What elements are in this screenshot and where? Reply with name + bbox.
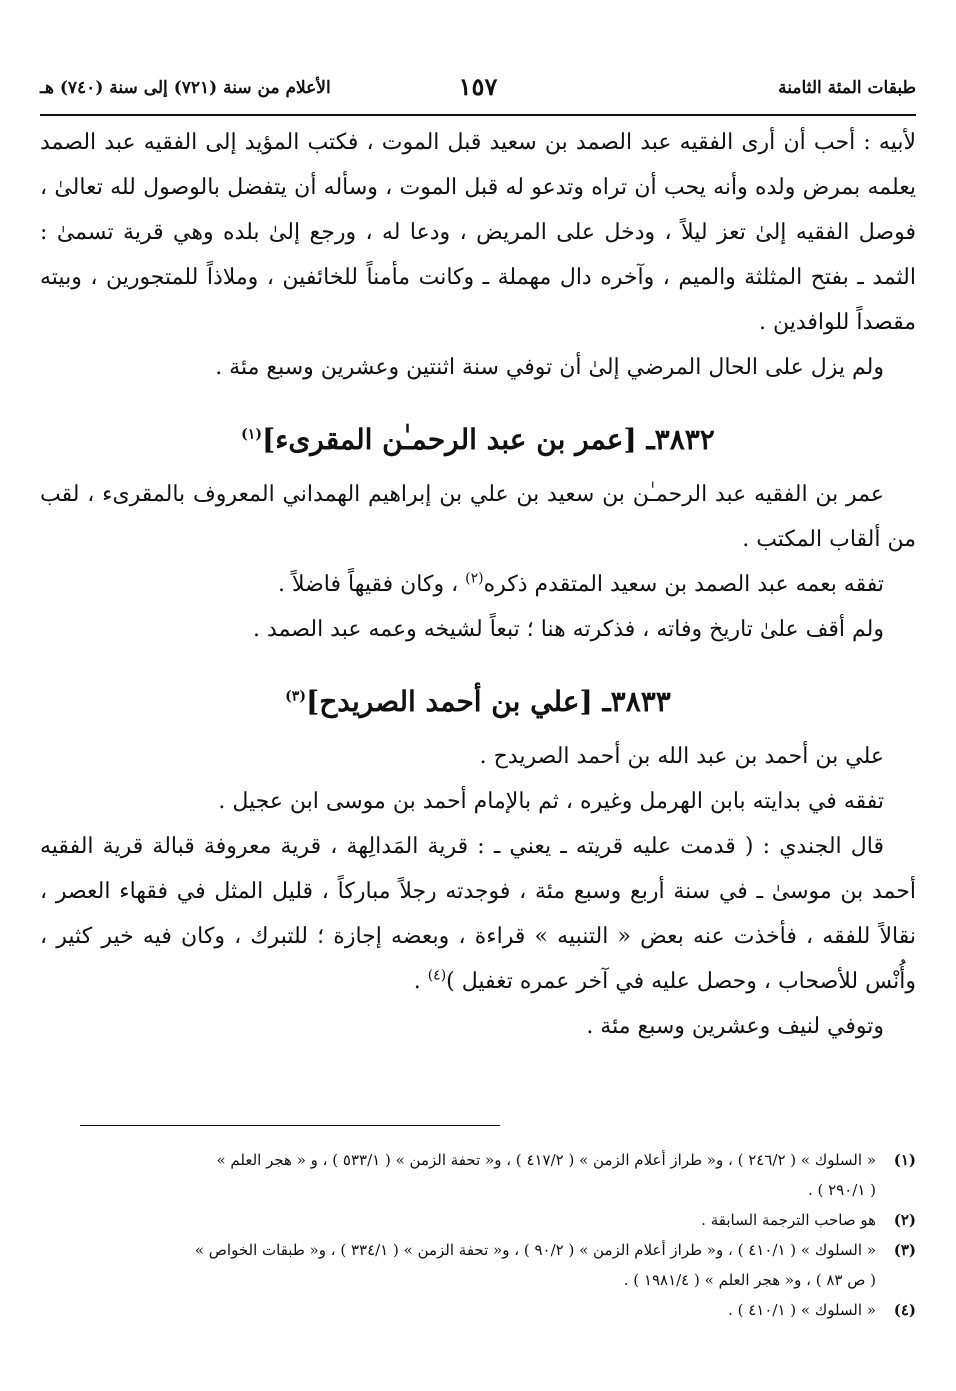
header-date-range: الأعلام من سنة (٧٢١) إلى سنة (٧٤٠) هـ	[40, 78, 331, 98]
entry-3833-paragraph-2: تفقه في بدايته بابن الهرمل وغيره ، ثم بالإمام أحمد بن موسى ابن عجيل .	[218, 789, 884, 814]
footnote-ref-3: (٣)	[285, 688, 306, 705]
entry-3832-paragraph-1: عمر بن الفقيه عبد الرحمـٰن بن سعيد بن علي بن إبراهيم الهمداني المعروف بالمقرىء ، لقب من ألقاب المكتب .	[40, 482, 916, 552]
footnote-continuation: ( ٢٩٠/١ ) .	[807, 1181, 876, 1199]
footnote-ref-1: (١)	[241, 426, 262, 443]
entry-3833-paragraph-3	[40, 824, 916, 1004]
main-text	[40, 120, 916, 1049]
footnote-number: (٣)	[893, 1241, 916, 1259]
footnote-text: « السلوك » ( ٢٤٦/٢ ) ، و« طراز أعلام الزمن » ( ٤١٧/٢ ) ، و« تحفة الزمن » ( ٥٣٣/١ ) ، و « هجر العلم »	[216, 1151, 876, 1169]
footnotes	[40, 1145, 916, 1325]
footnote-1	[40, 1145, 916, 1175]
text-segment: قال الجندي : ( قدمت عليه قريته ـ يعني ـ : قرية المَدالِهة ، قرية معروفة قبالة قرية الفقيه أحمد بن موسىٰ ـ في سنة أربع وسبع مئة ، فوجدته رجلاً مباركاً ، قليل المثل في فقهاء العصر ، نقالاً للفقه ، فأخذت عنه بعض « التنبيه » قراءة ، وبعضه إجازة ؛ للتبرك ، وكان فيه خير كثير ، وأُنْس للأصحاب ، وحصل عليه في آخر عمره تغفيل )	[40, 834, 916, 994]
entry-3833-paragraph-1: علي بن أحمد بن عبد الله بن أحمد الصريدح .	[479, 744, 884, 769]
entry-3832-paragraph-2	[40, 562, 916, 607]
footnote-text: « السلوك » ( ٤١٠/١ ) .	[728, 1301, 876, 1319]
text-segment: ، وكان فقيهاً فاضلاً .	[277, 572, 466, 597]
entry-3833-paragraph-4: وتوفي لنيف وعشرين وسبع مئة .	[586, 1014, 884, 1039]
footnote-2	[40, 1205, 916, 1235]
footnote-number: (٢)	[893, 1211, 916, 1229]
footnote-ref-2: (٢)	[465, 570, 484, 587]
page-number: ١٥٧	[458, 72, 498, 101]
entry-title-3833	[40, 674, 916, 730]
paragraph-death-note: ولم يزل على الحال المرضي إلىٰ أن توفي سنة اثنتين وعشرين وسبع مئة .	[215, 355, 884, 380]
footnote-divider	[80, 1125, 500, 1126]
running-header	[40, 70, 916, 110]
footnote-continuation: ( ص ٨٣ ) ، و« هجر العلم » ( ١٩٨١/٤ ) .	[623, 1271, 876, 1289]
entry-3832-paragraph-3: ولم أقف علىٰ تاريخ وفاته ، فذكرته هنا ؛ تبعاً لشيخه وعمه عبد الصمد .	[253, 617, 884, 642]
text-segment: .	[413, 969, 428, 994]
header-section-title: طبقات المئة الثامنة	[778, 78, 916, 98]
text-segment: تفقه بعمه عبد الصمد بن سعيد المتقدم ذكره	[483, 572, 884, 597]
paragraph-continuation: لأبيه : أحب أن أرى الفقيه عبد الصمد بن سعيد قبل الموت ، فكتب المؤيد إلى الفقيه عبد الصمد يعلمه بمرض ولده وأنه يحب أن تراه وتدعو له قبل الموت ، وسأله أن يتفضل بالوصول لله تعالىٰ ، فوصل الفقيه إلىٰ تعز ليلاً ، ودخل على المريض ، ودعا له ، ورجع إلىٰ بلده وهي قرية تسمىٰ : الثمد ـ بفتح المثلثة والميم ، وآخره دال مهملة ـ وكانت مأمناً للخائفين ، وملاذاً للمتجورين ، وبيته مقصداً للوافدين .	[40, 130, 916, 335]
entry-title-text: ٣٨٣٢ـ [عمر بن عبد الرحمـٰن المقرىء]	[261, 423, 715, 456]
entry-title-text: ٣٨٣٣ـ [علي بن أحمد الصريدح]	[305, 685, 671, 718]
footnote-text: هو صاحب الترجمة السابقة .	[701, 1211, 876, 1229]
footnote-4	[40, 1295, 916, 1325]
footnote-number: (٤)	[893, 1301, 916, 1319]
footnote-3	[40, 1235, 916, 1265]
footnote-text: « السلوك » ( ٤١٠/١ ) ، و« طراز أعلام الزمن » ( ٩٠/٢ ) ، و« تحفة الزمن » ( ٣٣٤/١ ) ، و« طبقات الخواص »	[194, 1241, 876, 1259]
footnote-ref-4: (٤)	[427, 967, 447, 984]
footnote-number: (١)	[893, 1151, 916, 1169]
header-divider	[40, 114, 916, 116]
entry-title-3832	[40, 412, 916, 468]
